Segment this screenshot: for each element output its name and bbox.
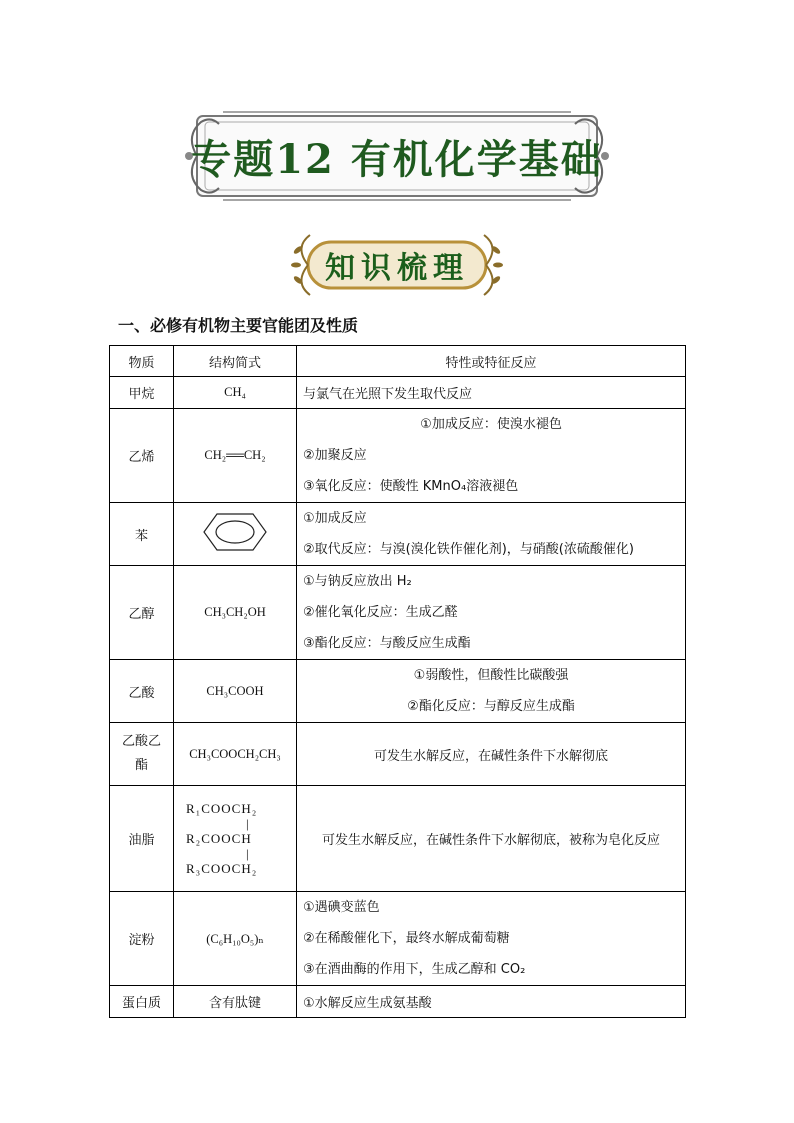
substance-name: 淀粉: [110, 892, 174, 986]
property-cell: [297, 892, 686, 986]
structural-formula: CH₄: [174, 377, 297, 409]
property-line: ③酯化反应：与酸反应生成酯: [303, 636, 471, 651]
table-row: [110, 986, 686, 1018]
table-row: [110, 660, 686, 723]
triglyceride-formula: [174, 786, 297, 892]
structural-formula: [174, 503, 297, 566]
substance-name: 苯: [110, 503, 174, 566]
substance-name: 油脂: [110, 786, 174, 892]
benzene-ring-icon: [200, 510, 270, 554]
property-cell: [297, 660, 686, 723]
property-line: ②在稀酸催化下，最终水解成葡萄糖: [303, 931, 510, 946]
property-line: ②酯化反应：与醇反应生成酯: [407, 699, 575, 714]
property-cell: [297, 503, 686, 566]
section-badge: [288, 232, 506, 298]
section-heading: 一、必修有机物主要官能团及性质: [118, 316, 359, 335]
table-header-row: [110, 346, 686, 377]
structural-formula: CH₃COOCH₂CH₃: [174, 723, 297, 786]
property-line: ①与钠反应放出 H₂: [303, 574, 412, 589]
structural-formula: CH₃COOH: [174, 660, 297, 723]
functional-groups-table: [109, 345, 686, 1018]
page-title: 专题12 有机化学基础: [191, 135, 603, 183]
bond-line: |: [246, 815, 249, 831]
substance-name: 乙烯: [110, 409, 174, 503]
substance-name: 蛋白质: [110, 986, 174, 1018]
formula-line: R₁COOCH₂: [186, 800, 258, 816]
table-row: [110, 409, 686, 503]
property-line: ①遇碘变蓝色: [303, 900, 380, 915]
substance-name: 乙酸乙酯: [110, 723, 174, 786]
header-cell: 物质: [110, 346, 174, 377]
table-row: [110, 566, 686, 660]
table-row: [110, 503, 686, 566]
table-row: [110, 786, 686, 892]
title-banner: [183, 108, 611, 204]
property-text: 可发生水解反应，在碱性条件下水解彻底，被称为皂化反应: [297, 786, 686, 892]
bond-line: |: [246, 845, 249, 861]
property-line: ③氧化反应：使酸性 KMnO₄溶液褪色: [303, 479, 519, 494]
table-row: [110, 377, 686, 409]
structural-formula: CH₂══CH₂: [174, 409, 297, 503]
property-line: ②催化氧化反应：生成乙醛: [303, 605, 458, 620]
substance-name: 乙酸: [110, 660, 174, 723]
property-line: ②取代反应：与溴(溴化铁作催化剂)，与硝酸(浓硫酸催化): [303, 542, 634, 557]
property-cell: [297, 409, 686, 503]
structural-formula: 含有肽键: [174, 986, 297, 1018]
header-cell: 结构简式: [174, 346, 297, 377]
formula-line: R₃COOCH₂: [186, 860, 258, 876]
table-row: [110, 723, 686, 786]
table-row: [110, 892, 686, 986]
formula-line: R₂COOCH: [186, 830, 252, 846]
header-cell: 特性或特征反应: [297, 346, 686, 377]
badge-title: 知识梳理: [325, 251, 469, 286]
substance-name: 甲烷: [110, 377, 174, 409]
structural-formula: (C₆H₁₀O₅)ₙ: [174, 892, 297, 986]
property-cell: [297, 566, 686, 660]
property-line: ①加成反应：使溴水褪色: [420, 417, 562, 432]
property-text: 可发生水解反应，在碱性条件下水解彻底: [297, 723, 686, 786]
property-line: ③在酒曲酶的作用下，生成乙醇和 CO₂: [303, 962, 526, 977]
property-line: ①加成反应: [303, 511, 367, 526]
property-line: ②加聚反应: [303, 448, 367, 463]
property-line: ①弱酸性，但酸性比碳酸强: [413, 668, 569, 683]
property-text: 与氯气在光照下发生取代反应: [297, 377, 686, 409]
substance-name: 乙醇: [110, 566, 174, 660]
property-text: ①水解反应生成氨基酸: [297, 986, 686, 1018]
structural-formula: CH₃CH₂OH: [174, 566, 297, 660]
